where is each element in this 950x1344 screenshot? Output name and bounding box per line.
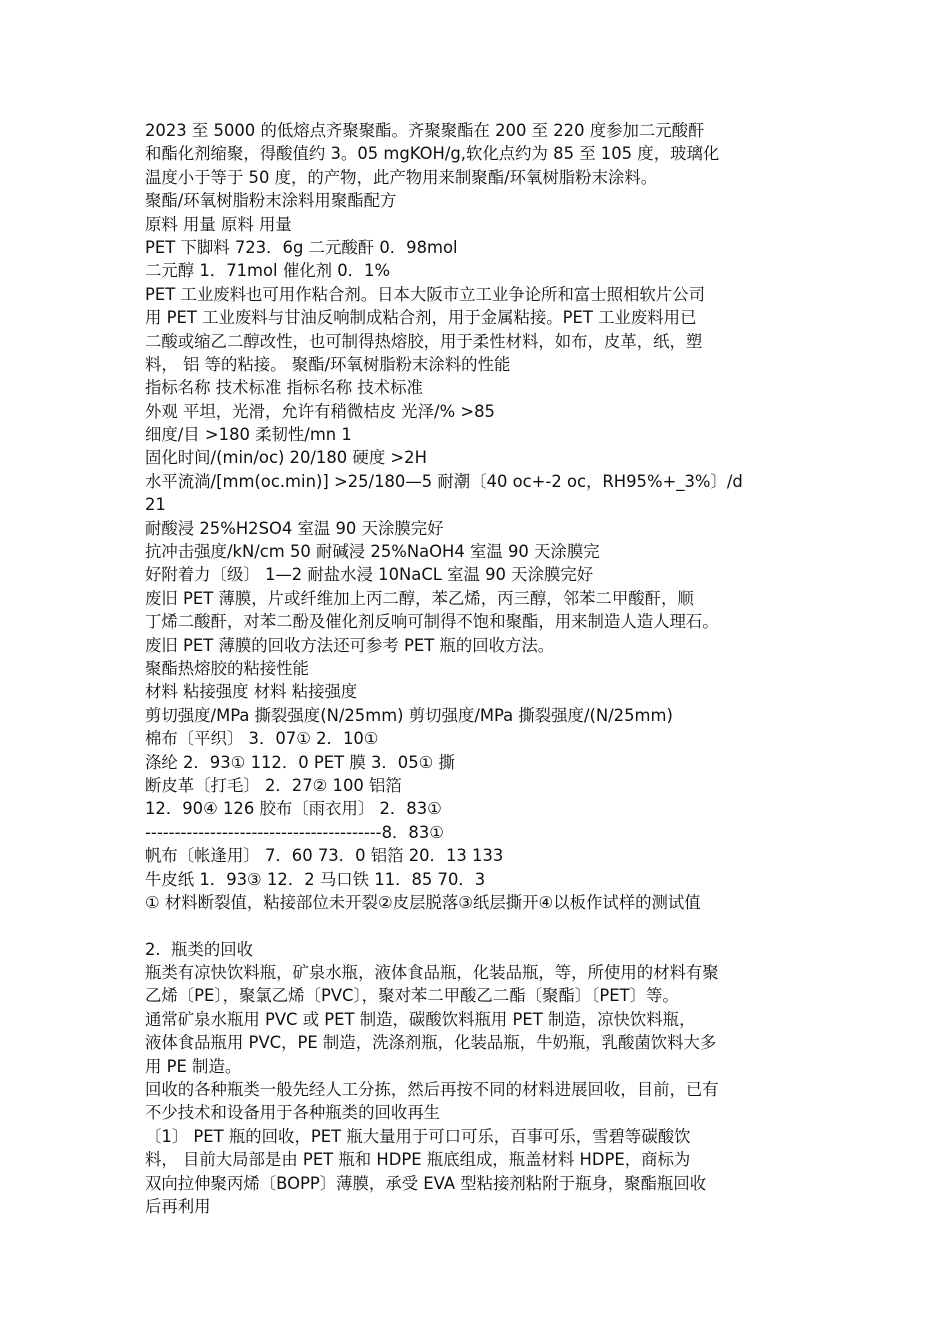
text-line: 不少技术和设备用于各种瓶类的回收再生 [145, 1103, 441, 1123]
text-line: 二酸或缩乙二醇改性，也可制得热熔胶，用于柔性材料，如布，皮革，纸，塑 [145, 331, 703, 351]
text-line: 双向拉伸聚丙烯〔BOPP〕薄膜，承受 EVA 型粘接剂粘附于瓶身，聚酯瓶回收 [145, 1173, 707, 1193]
text-line: 水平流淌/[mm(oc.min)] >25/180—5 耐潮〔40 oc+-2 oc，RH95%+_3%〕/d [145, 471, 743, 491]
text-line: 2023 至 5000 的低熔点齐聚聚酯。齐聚聚酯在 200 至 220 度参加二元酸酐 [145, 121, 705, 140]
text-line: 液体食品瓶用 PVC，PE 制造，洗涤剂瓶，化装品瓶，牛奶瓶，乳酸菌饮料大多 [145, 1033, 717, 1053]
section-bottle-recycling-text [145, 938, 825, 1219]
text-line: 用 PET 工业废料与甘油反响制成粘合剂，用于金属粘接。PET 工业废料用已 [145, 308, 697, 328]
text-line: 回收的各种瓶类一般先经人工分拣，然后再按不同的材料进展回收，目前，已有 [145, 1080, 719, 1100]
text-line: 原料 用量 原料 用量 [145, 214, 292, 234]
text-line: 和酯化剂缩聚，得酸值约 3。05 mgKOH/g,软化点约为 85 至 105 度，玻璃化 [145, 144, 720, 164]
section-pet-recycling-text [145, 119, 825, 914]
text-line: 通常矿泉水瓶用 PVC 或 PET 制造，碳酸饮料瓶用 PET 制造，凉快饮料瓶， [145, 1009, 696, 1029]
text-line: 废旧 PET 薄膜，片或纤维加上丙二醇，苯乙烯，丙三醇，邻苯二甲酸酐，顺 [145, 588, 694, 608]
text-line: 指标名称 技术标准 指标名称 技术标准 [145, 378, 423, 398]
blank-line [145, 914, 825, 937]
text-line: 断皮革〔打毛〕 2．27② 100 铝箔 [145, 775, 402, 795]
text-line: 二元醇 1．71mol 催化剂 0．1% [145, 261, 391, 281]
document-text [145, 119, 825, 1218]
text-line: 聚酯热熔胶的粘接性能 [145, 658, 309, 678]
text-line: 外观 平坦，光滑，允许有稍微桔皮 光泽/% >85 [145, 401, 495, 421]
text-line: 用 PE 制造。 [145, 1056, 242, 1076]
text-line: 〔1〕 PET 瓶的回收，PET 瓶大量用于可口可乐，百事可乐，雪碧等碳酸饮 [145, 1126, 691, 1146]
text-line: 抗冲击强度/kN/cm 50 耐碱浸 25%NaOH4 室温 90 天涂膜完 [145, 542, 600, 562]
text-line: 涤纶 2．93① 112．0 PET 膜 3．05① 撕 [145, 752, 455, 772]
text-line: 丁烯二酸酐，对苯二酚及催化剂反响可制得不饱和聚酯，用来制造人造人理石。 [145, 612, 719, 632]
text-line: 料， 铝 等的粘接。 聚酯/环氧树脂粉末涂料的性能 [145, 354, 511, 374]
text-line: 聚酯/环氧树脂粉末涂料用聚酯配方 [145, 191, 397, 211]
text-line: ----------------------------------------8．83① [145, 822, 444, 842]
text-line: 棉布〔平织〕 3．07① 2．10① [145, 729, 379, 749]
text-line: 材料 粘接强度 材料 粘接强度 [145, 682, 358, 702]
text-line: 好附着力〔级〕 1—2 耐盐水浸 10NaCL 室温 90 天涂膜完好 [145, 565, 594, 585]
text-line: 剪切强度/MPa 撕裂强度(N/25mm) 剪切强度/MPa 撕裂强度/(N/25mm) [145, 705, 673, 725]
text-line: 牛皮纸 1．93③ 12．2 马口铁 11．85 70．3 [145, 869, 486, 889]
text-line: 21 [145, 495, 166, 515]
text-line: 12．90④ 126 胶布〔雨衣用〕 2．83① [145, 799, 442, 819]
text-line: 细度/目 >180 柔韧性/mn 1 [145, 425, 352, 445]
text-line: 2. 瓶类的回收 [145, 939, 254, 959]
text-line: PET 工业废料也可用作粘合剂。日本大阪市立工业争论所和富士照相软片公司 [145, 284, 705, 304]
text-line: ① 材料断裂值，粘接部位未开裂②皮层脱落③纸层撕开④以板作试样的测试值 [145, 892, 701, 912]
text-line: 帆布〔帐逢用〕 7．60 73．0 铝箔 20．13 133 [145, 846, 504, 866]
text-line: 料， 目前大局部是由 PET 瓶和 HDPE 瓶底组成，瓶盖材料 HDPE，商标为 [145, 1150, 691, 1170]
text-line: PET 下脚料 723．6g 二元酸酐 0．98mol [145, 237, 458, 257]
text-line: 后再利用 [145, 1196, 211, 1216]
text-line: 固化时间/(min/oc) 20/180 硬度 >2H [145, 448, 427, 468]
text-line: 废旧 PET 薄膜的回收方法还可参考 PET 瓶的回收方法。 [145, 635, 555, 655]
text-line: 瓶类有凉快饮料瓶，矿泉水瓶，液体食品瓶，化装品瓶，等，所使用的材料有聚 [145, 963, 719, 983]
text-line: 乙烯〔PE〕，聚氯乙烯〔PVC〕，聚对苯二甲酸乙二酯〔聚酯〕〔PET〕等。 [145, 986, 679, 1006]
text-line: 耐酸浸 25%H2SO4 室温 90 天涂膜完好 [145, 518, 444, 538]
text-line: 温度小于等于 50 度，的产物，此产物用来制聚酯/环氧树脂粉末涂料。 [145, 167, 658, 187]
